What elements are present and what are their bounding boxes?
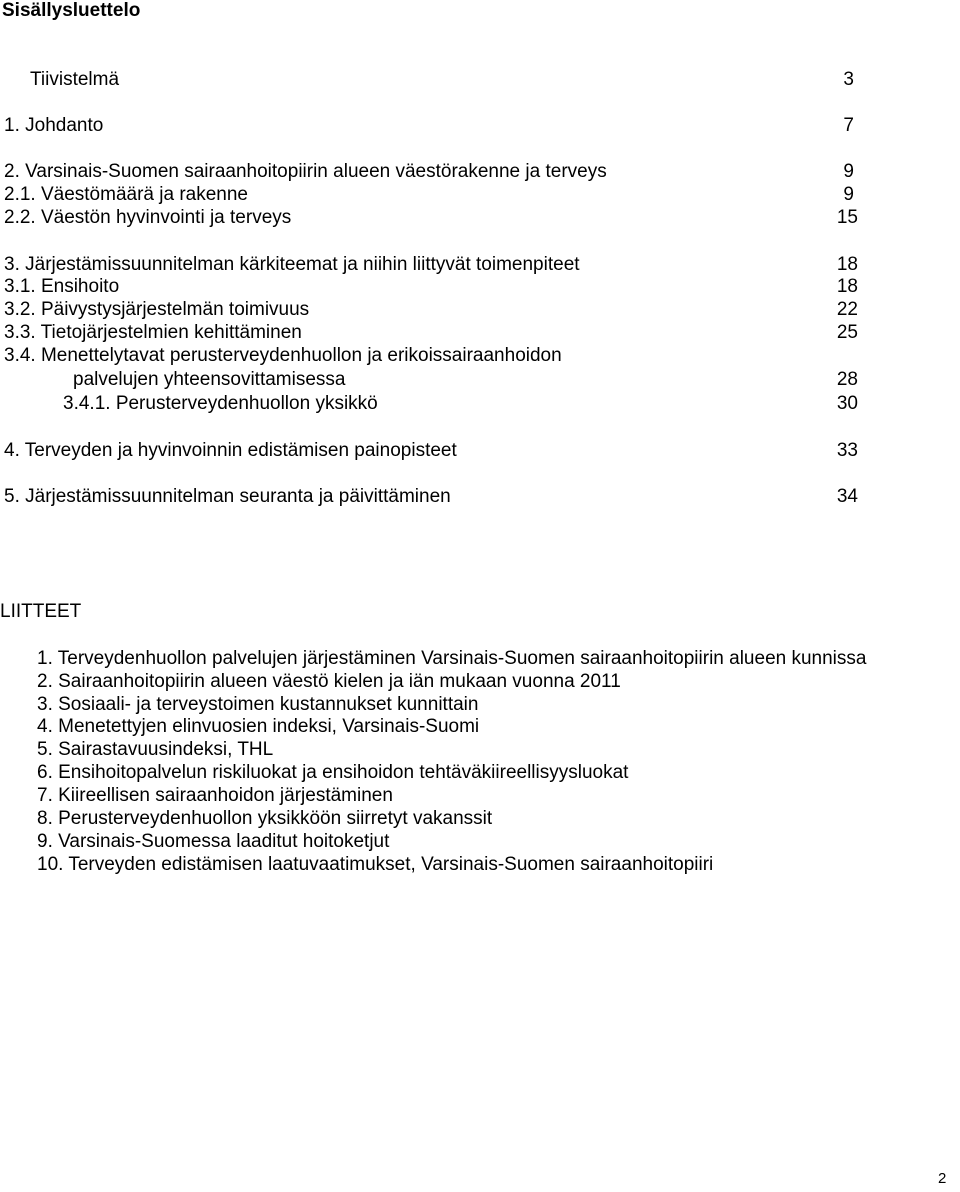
- toc-entry: 2.2. Väestön hyvinvointi ja terveys: [4, 207, 292, 228]
- appendix-item: 1. Terveydenhuollon palvelujen järjestäminen Varsinais-Suomen sairaanhoitopiirin alueen kunnissa: [37, 648, 867, 669]
- appendix-item: 5. Sairastavuusindeksi, THL: [37, 739, 274, 760]
- toc-entry: 4. Terveyden ja hyvinvoinnin edistämisen painopisteet: [4, 440, 457, 461]
- appendix-item: 2. Sairaanhoitopiirin alueen väestö kielen ja iän mukaan vuonna 2011: [37, 671, 621, 692]
- toc-page: 34: [836, 486, 858, 507]
- toc-page: 7: [843, 115, 854, 136]
- toc-page: 33: [836, 440, 858, 461]
- toc-entry: 3.3. Tietojärjestelmien kehittäminen: [4, 322, 302, 343]
- toc-page: 30: [836, 393, 858, 414]
- appendix-item: 9. Varsinais-Suomessa laaditut hoitoketjut: [37, 831, 390, 852]
- appendix-item: 10. Terveyden edistämisen laatuvaatimukset, Varsinais-Suomen sairaanhoitopiiri: [37, 854, 714, 875]
- toc-page: 9: [843, 184, 854, 205]
- toc-page: 25: [836, 322, 858, 343]
- toc-page: 18: [836, 254, 858, 275]
- toc-page: 28: [836, 369, 858, 390]
- appendix-item: 6. Ensihoitopalvelun riskiluokat ja ensihoidon tehtäväkiireellisyysluokat: [37, 762, 629, 783]
- toc-page: 15: [836, 207, 858, 228]
- toc-entry: palvelujen yhteensovittamisessa: [73, 369, 346, 390]
- toc-entry: 3.4.1. Perusterveydenhuollon yksikkö: [63, 393, 378, 414]
- appendix-item: 3. Sosiaali- ja terveystoimen kustannukset kunnittain: [37, 694, 479, 715]
- toc-page: 18: [836, 276, 858, 297]
- toc-entry: 5. Järjestämissuunnitelman seuranta ja päivittäminen: [4, 486, 451, 507]
- toc-page: 9: [843, 161, 854, 182]
- toc-entry: 2. Varsinais-Suomen sairaanhoitopiirin alueen väestörakenne ja terveys: [4, 161, 607, 182]
- toc-entry: 3.1. Ensihoito: [4, 276, 120, 297]
- appendix-item: 7. Kiireellisen sairaanhoidon järjestäminen: [37, 785, 393, 806]
- appendix-item: 4. Menetettyjen elinvuosien indeksi, Varsinais-Suomi: [37, 716, 480, 737]
- toc-page: 3: [843, 69, 854, 90]
- page-title: Sisällysluettelo: [2, 0, 141, 21]
- toc-entry: 3.4. Menettelytavat perusterveydenhuollon ja erikoissairaanhoidon: [4, 345, 562, 366]
- toc-entry: Tiivistelmä: [30, 69, 120, 90]
- appendix-heading: LIITTEET: [0, 601, 82, 622]
- toc-page: 22: [836, 299, 858, 320]
- appendix-item: 8. Perusterveydenhuollon yksikköön siirretyt vakanssit: [37, 808, 493, 829]
- toc-entry: 2.1. Väestömäärä ja rakenne: [4, 184, 248, 205]
- toc-entry: 3.2. Päivystysjärjestelmän toimivuus: [4, 299, 310, 320]
- toc-entry: 1. Johdanto: [4, 115, 104, 136]
- toc-entry: 3. Järjestämissuunnitelman kärkiteemat ja niihin liittyvät toimenpiteet: [4, 254, 580, 275]
- page-number: 2: [938, 1170, 947, 1187]
